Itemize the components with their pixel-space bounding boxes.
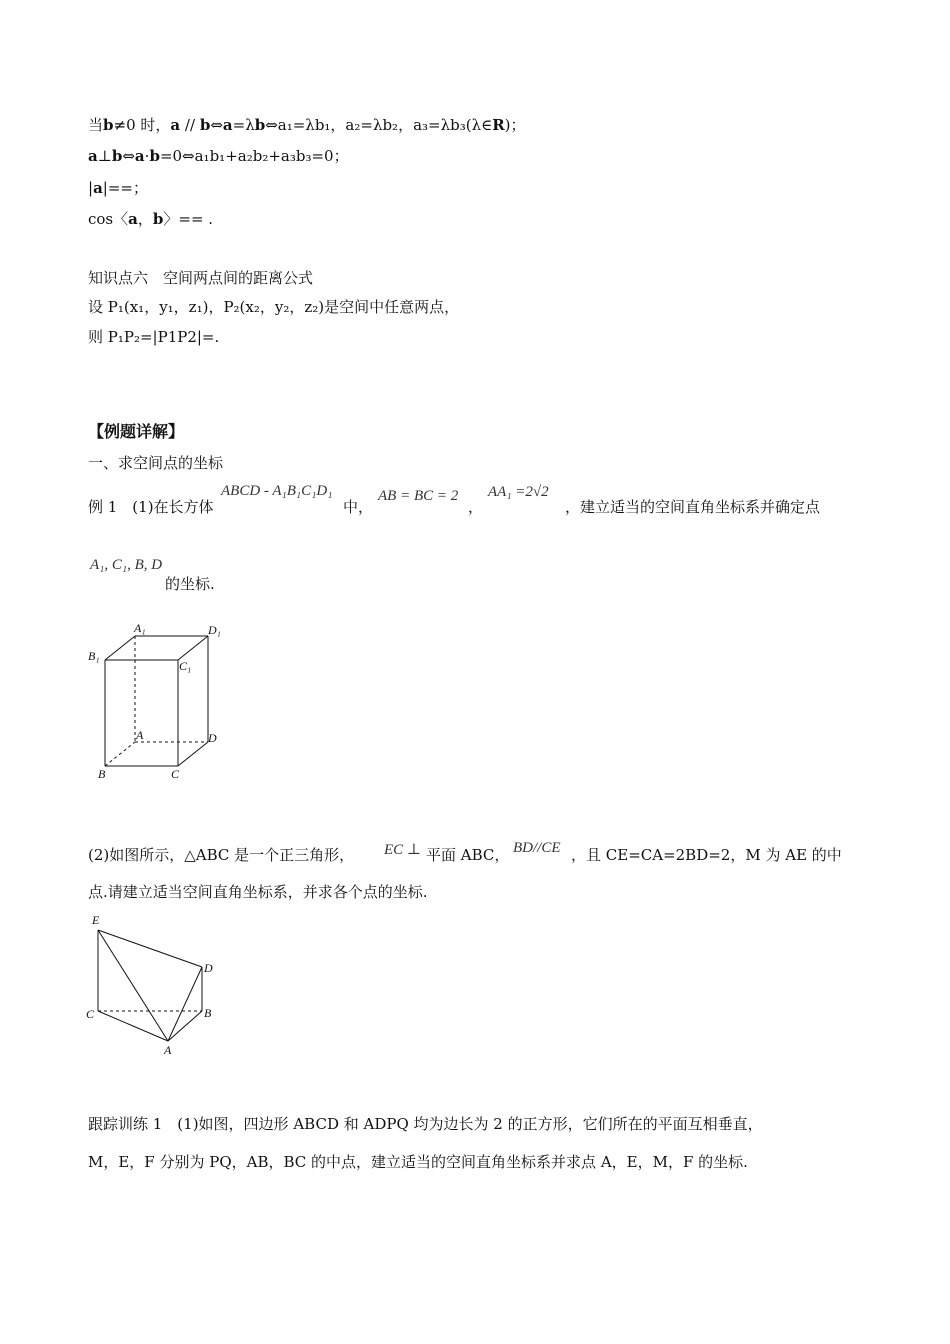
trace1-line2: M，E，F 分别为 PQ，AB，BC 的中点，建立适当的空间直角坐标系并求点 A，E，M，F 的坐标.: [88, 1153, 748, 1171]
label-b: B: [98, 767, 106, 781]
label-c: C: [171, 767, 180, 781]
label-b1: B₁: [88, 649, 100, 663]
example1-part2-line2: 点.请建立适当空间直角坐标系，并求各个点的坐标.: [88, 883, 428, 901]
label-d: D: [204, 961, 213, 975]
example1-points-post: 的坐标.: [165, 575, 215, 593]
formula-cuboid: ABCD - A₁B₁C₁D₁: [221, 483, 333, 499]
example1-part2-mid1: 平面 ABC，: [426, 846, 510, 864]
label-d: D: [208, 731, 217, 745]
formula-bd-parallel: BD//CE: [513, 840, 561, 856]
examples-header: 【例题详解】: [88, 422, 185, 441]
trace1-line1: 跟踪训练 1 (1)如图，四边形 ABCD 和 ADPQ 均为边长为 2 的正方形，它们所在的平面互相垂直，: [88, 1115, 763, 1133]
label-b: B: [204, 1006, 212, 1020]
example1-part2-pre: (2)如图所示，△ABC 是一个正三角形，: [88, 846, 355, 864]
example1-part2-mid2: ，且 CE=CA=2BD=2，M 为 AE 的中: [571, 846, 842, 864]
formula-ec-perp: EC ⊥: [384, 842, 422, 858]
label-c1: C₁: [179, 659, 192, 673]
formula-aa1: AA₁ =2√2: [488, 484, 549, 500]
formula-ab-bc: AB = BC = 2: [378, 488, 459, 504]
prism-figure: [84, 910, 224, 1060]
example1-mid: 中，: [343, 498, 374, 516]
label-a: A: [164, 1043, 172, 1057]
parallel-condition: 当b≠0 时，a // b⇔a=λb⇔a₁=λb₁，a₂=λb₂，a₃=λb₃(λ∈R)；: [88, 116, 526, 134]
knowledge-six-line2: 则 P₁P₂=|P1P2|=.: [88, 328, 220, 346]
label-e: E: [92, 913, 100, 927]
formula-points: A₁, C₁, B, D: [90, 557, 163, 573]
knowledge-six-line1: 设 P₁(x₁，y₁，z₁)，P₂(x₂，y₂，z₂)是空间中任意两点，: [88, 298, 460, 316]
label-a1: A₁: [134, 621, 146, 635]
example1-part1-pre: 例 1 (1)在长方体: [88, 498, 214, 516]
example1-part1-post: ，建立适当的空间直角坐标系并确定点: [565, 498, 821, 516]
section-title: 一、求空间点的坐标: [88, 454, 224, 472]
label-d1: D₁: [208, 623, 221, 637]
example1-comma: ，: [468, 498, 484, 516]
perpendicular-condition: a⊥b⇔a·b=0⇔a₁b₁+a₂b₂+a₃b₃=0；: [88, 147, 349, 165]
cosine-formula: cos〈a，b〉== .: [88, 210, 214, 228]
label-a: A: [136, 728, 144, 742]
cuboid-figure: [84, 618, 234, 788]
knowledge-six-title: 知识点六 空间两点间的距离公式: [88, 269, 314, 287]
label-c: C: [86, 1007, 95, 1021]
norm-formula: |a|==；: [88, 179, 148, 197]
